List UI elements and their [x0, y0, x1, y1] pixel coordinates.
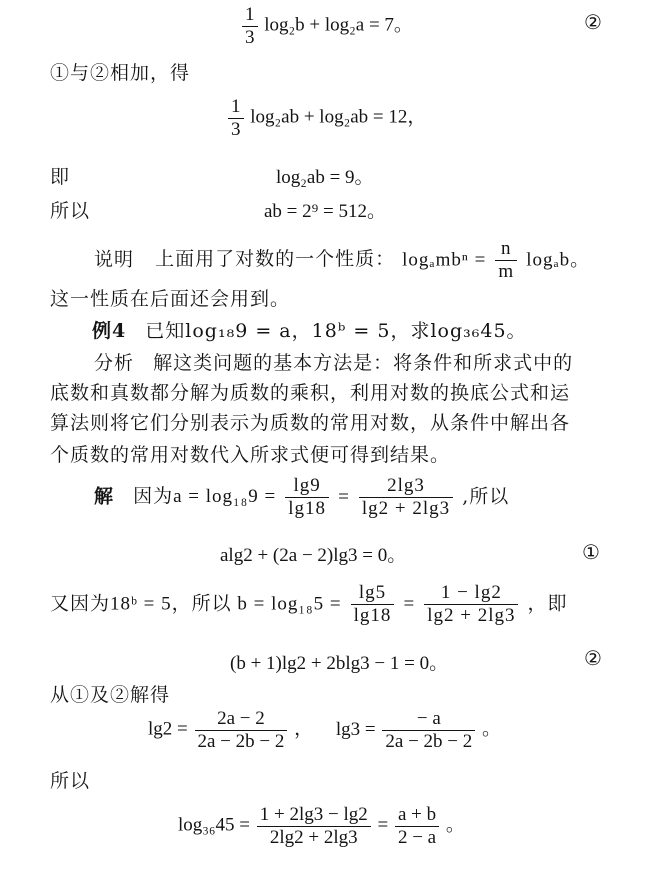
text-line: 从①及②解得 — [50, 684, 171, 706]
solution-tail: ,所以 — [462, 485, 510, 508]
frac-num: 2lg3 — [359, 475, 453, 498]
frac-num: 1 − lg2 — [424, 582, 518, 605]
note-lhs: logₐmbⁿ = — [402, 249, 487, 271]
text-line: 这一性质在后面还会用到。 — [50, 288, 291, 310]
analysis-label: 分析 — [94, 352, 135, 374]
lg2-lhs: lg2 = — [148, 718, 188, 740]
frac-den: m — [498, 260, 515, 282]
equals-sign: = — [338, 486, 350, 508]
example-label: 例4 — [92, 320, 127, 342]
example-line — [92, 316, 527, 343]
frac-num: 1 — [242, 4, 258, 27]
final-end: 。 — [445, 814, 465, 836]
equation-a — [240, 4, 413, 49]
text-line: 所以 — [50, 770, 91, 792]
note-line — [94, 238, 590, 283]
text-line: ①与②相加，得 — [50, 62, 191, 84]
solution-intro: 因为a = log₁₈9 = — [133, 486, 277, 508]
frac-den: lg18 — [353, 604, 392, 626]
lg3-lhs: lg3 = — [335, 718, 376, 740]
analysis-line-2: 底数和真数都分解为质数的乘积，利用对数的换底公式和运 — [50, 382, 571, 404]
equals-sign: = — [377, 814, 389, 836]
frac-num: lg5 — [351, 582, 395, 605]
frac-den: lg2 + 2lg3 — [361, 497, 451, 519]
example-text: 已知log₁₈9 = a，18ᵇ = 5，求log₃₆45。 — [145, 320, 527, 342]
equation-a-rest: log₂b + log₂a = 7。 — [264, 14, 413, 36]
youyin-tail: ，即 — [527, 592, 568, 615]
frac-den: 2lg2 + 2lg3 — [269, 826, 358, 848]
solution-label: 解 — [94, 485, 115, 508]
frac-num: 2a − 2 — [195, 708, 288, 731]
result-line — [148, 708, 501, 753]
label-ji: 即 — [50, 166, 71, 188]
frac-den: 3 — [231, 118, 241, 140]
frac-den: 2a − 2b − 2 — [197, 730, 285, 752]
analysis-text: 解这类问题的基本方法是：将条件和所求式中的 — [153, 352, 574, 374]
frac-den: 2 − a — [397, 826, 437, 848]
result-end: 。 — [482, 718, 502, 740]
youyin-line — [50, 582, 568, 627]
frac-den: 3 — [245, 26, 255, 48]
equation-marker: ① — [582, 542, 600, 564]
youyin-intro: 又因为18ᵇ = 5，所以 b = log₁₈5 = — [50, 593, 342, 615]
equation-marker: ② — [584, 12, 602, 34]
final-lhs: log₃₆45 = — [178, 814, 250, 836]
note-text: 上面用了对数的一个性质： — [155, 248, 396, 271]
solution-line — [94, 475, 509, 520]
frac-num: n — [495, 238, 517, 261]
equals-sign: = — [403, 593, 416, 615]
equation-b — [226, 96, 426, 141]
note-rhs: logₐb。 — [526, 249, 591, 271]
analysis-line-3: 算法则将它们分别表示为质数的常用对数，从条件中解出各 — [50, 412, 571, 434]
frac-num: − a — [382, 708, 475, 731]
frac-num: lg9 — [285, 475, 329, 498]
separator: ， — [294, 718, 314, 740]
equation-marker: ② — [584, 648, 602, 670]
analysis-line-4: 个质数的常用对数代入所求式便可得到结果。 — [50, 444, 451, 466]
frac-den: 2a − 2b − 2 — [385, 730, 473, 752]
analysis-line-1 — [94, 348, 573, 375]
equation-1: alg2 + (2a − 2)lg3 = 0。 — [220, 545, 407, 566]
frac-den: lg2 + 2lg3 — [427, 604, 516, 626]
note-label: 说明 — [94, 248, 135, 271]
frac-num: a + b — [395, 804, 439, 827]
frac-den: lg18 — [288, 497, 327, 519]
frac-num: 1 + 2lg3 − lg2 — [257, 804, 371, 827]
equation-b-rest: log₂ab + log₂ab = 12， — [250, 106, 427, 128]
frac-num: 1 — [228, 96, 244, 119]
equation-2: (b + 1)lg2 + 2blg3 − 1 = 0。 — [230, 653, 449, 674]
equation-512: ab = 2⁹ = 512。 — [264, 201, 386, 222]
label-suoyi: 所以 — [50, 200, 91, 222]
equation-ji: log₂ab = 9。 — [276, 167, 374, 188]
final-line — [178, 804, 465, 849]
